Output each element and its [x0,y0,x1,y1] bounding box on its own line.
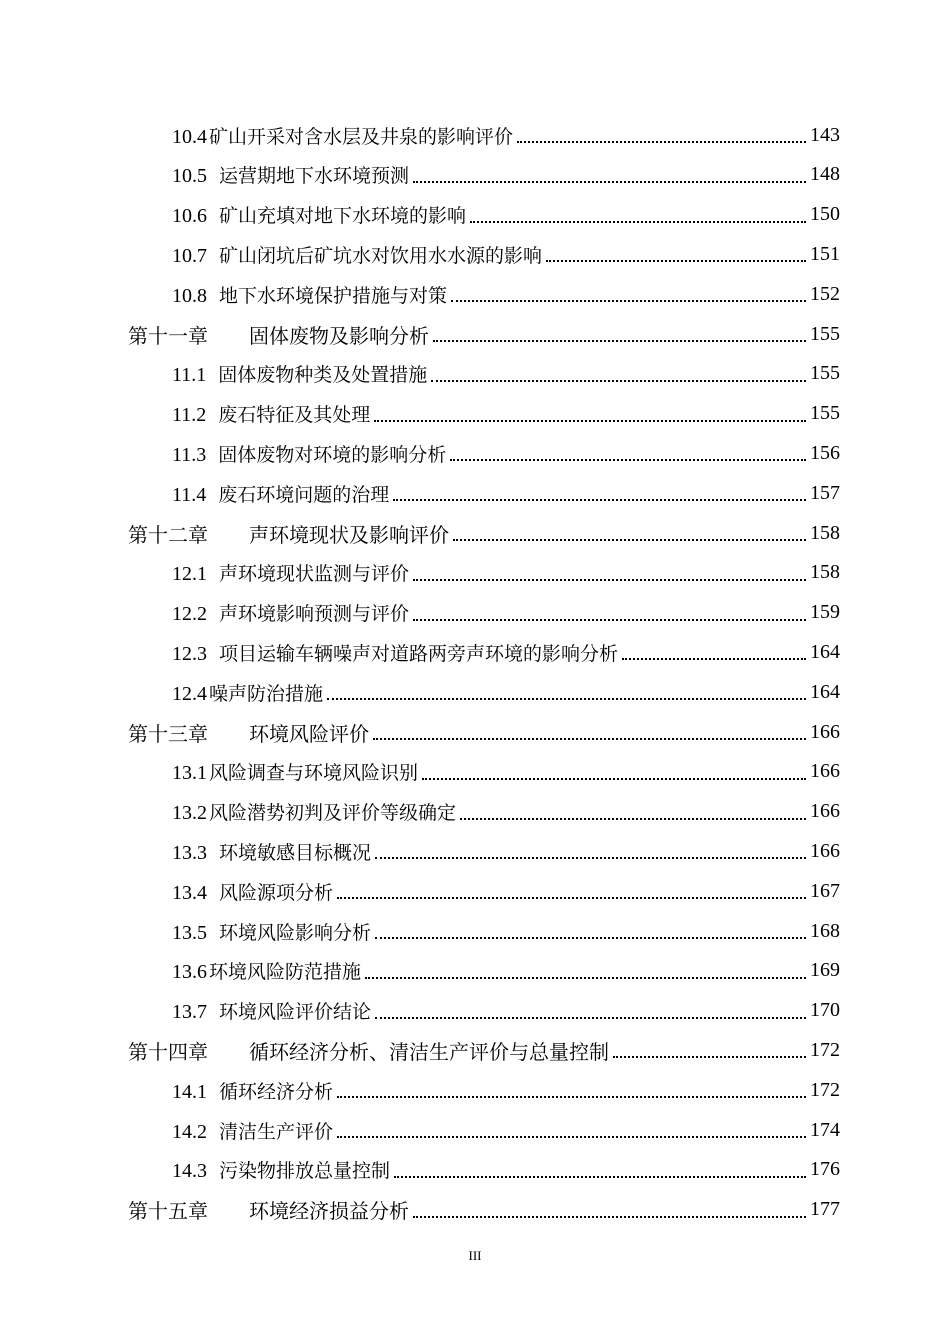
dot-leader [451,300,806,302]
dot-leader [546,260,806,262]
toc-page-number: 177 [810,1198,840,1221]
dot-leader [393,499,806,501]
toc-entry-label: 12.1 声环境现状监测与评价 [172,563,410,586]
dot-leader [413,619,806,621]
toc-page-number: 168 [810,919,840,942]
dot-leader [413,579,806,581]
toc-page-number: 155 [810,322,840,345]
toc-entry-label: 14.1 循环经济分析 [172,1080,334,1103]
toc-entry-label: 10.6 矿山充填对地下水环境的影响 [172,205,467,228]
toc-entry-label: 10.5 运营期地下水环境预测 [172,165,410,188]
dot-leader [394,1176,806,1178]
toc-entry-label: 10.4 矿山开采对含水层及井泉的影响评价 [172,125,514,148]
dot-leader [373,738,806,740]
toc-entry-label: 第十五章 环境经济损益分析 [128,1199,409,1224]
toc-entry-label: 13.5 环境风险影响分析 [172,921,372,944]
toc-page-number: 166 [810,800,840,823]
toc-entry-label: 13.1 风险调查与环境风险识别 [172,762,419,785]
toc-chapter-14[interactable] [128,1030,840,1070]
toc-page-number: 176 [810,1158,840,1181]
toc-chapter-12[interactable] [128,513,840,553]
toc-page-number: 166 [810,760,840,783]
toc-page-number: 155 [810,362,840,385]
toc-entry-14-1[interactable] [172,1070,840,1110]
toc-entry-label: 11.1 固体废物种类及处置措施 [172,364,428,387]
toc-entry-label: 13.2 风险潜势初判及评价等级确定 [172,802,457,825]
dot-leader [365,977,806,979]
toc-entry-label: 10.8 地下水环境保护措施与对策 [172,284,448,307]
toc-entry-12-3[interactable] [172,632,840,672]
dot-leader [453,539,806,541]
toc-entry-label: 10.7 矿山闭坑后矿坑水对饮用水水源的影响 [172,244,543,267]
toc-entry-13-4[interactable] [172,871,840,911]
toc-page-number: 150 [810,203,840,226]
dot-leader [613,1056,806,1058]
dot-leader [327,698,806,700]
toc-page-number: 152 [810,282,840,305]
toc-entry-10-7[interactable] [172,234,840,274]
dot-leader [431,380,806,382]
toc-entry-label: 第十二章 声环境现状及影响评价 [128,522,449,547]
dot-leader [450,459,806,461]
toc-entry-label: 第十三章 环境风险评价 [128,721,369,746]
toc-entry-label: 14.2 清洁生产评价 [172,1120,334,1143]
toc-page-number: 157 [810,481,840,504]
toc-page-number: 155 [810,402,840,425]
toc-page-number: 174 [810,1118,840,1141]
toc-page-number: 159 [810,601,840,624]
dot-leader [422,778,806,780]
toc-entry-13-1[interactable] [172,752,840,792]
toc-page-number: 170 [810,999,840,1022]
toc-entry-11-4[interactable] [172,473,840,513]
toc-page-number: 167 [810,879,840,902]
toc-entry-label: 12.2 声环境影响预测与评价 [172,603,410,626]
toc-page-number: 143 [810,123,840,146]
toc-entry-14-2[interactable] [172,1110,840,1150]
toc-entry-label: 12.3 项目运输车辆噪声对道路两旁声环境的影响分析 [172,642,619,665]
toc-chapter-13[interactable] [128,712,840,752]
toc-entry-10-4[interactable] [172,115,840,155]
toc-page-number: 164 [810,640,840,663]
toc-entry-label: 11.3 固体废物对环境的影响分析 [172,443,447,466]
toc-entry-label: 12.4 噪声防治措施 [172,682,324,705]
dot-leader [375,937,806,939]
toc-entry-13-2[interactable] [172,792,840,832]
dot-leader [413,1216,806,1218]
toc-entry-label: 第十四章 循环经济分析、清洁生产评价与总量控制 [128,1039,609,1064]
toc-page-number: 151 [810,242,840,265]
toc-entry-label: 14.3 污染物排放总量控制 [172,1160,391,1183]
toc-chapter-11[interactable] [128,314,840,354]
toc-entry-label: 11.4 废石环境问题的治理 [172,483,390,506]
dot-leader [433,340,806,342]
toc-entry-12-4[interactable] [172,672,840,712]
toc-entry-label: 13.7 环境风险评价结论 [172,1001,372,1024]
toc-entry-13-5[interactable] [172,911,840,951]
toc-page-number: 148 [810,163,840,186]
dot-leader [460,818,806,820]
toc-page-number: 172 [810,1078,840,1101]
toc-chapter-15[interactable] [128,1190,840,1230]
toc-entry-12-2[interactable] [172,593,840,633]
dot-leader [337,897,806,899]
toc-page-number: 158 [810,521,840,544]
toc-entry-11-1[interactable] [172,354,840,394]
dot-leader [517,141,806,143]
page-footer-number: III [468,1248,482,1263]
dot-leader [375,857,806,859]
dot-leader [413,181,806,183]
toc-entry-label: 13.4 风险源项分析 [172,881,334,904]
toc-entry-label: 11.2 废石特征及其处理 [172,404,371,427]
dot-leader [622,658,806,660]
toc-entry-label: 第十一章 固体废物及影响分析 [128,323,429,348]
dot-leader [374,420,806,422]
toc-entry-12-1[interactable] [172,553,840,593]
toc-page-number: 172 [810,1038,840,1061]
dot-leader [337,1096,806,1098]
toc-entry-13-3[interactable] [172,831,840,871]
toc-entry-10-8[interactable] [172,274,840,314]
toc-entry-10-6[interactable] [172,195,840,235]
toc-page-number: 166 [810,720,840,743]
dot-leader [470,221,806,223]
toc-entry-13-6[interactable] [172,951,840,991]
toc-entry-14-3[interactable] [172,1150,840,1190]
toc-entry-10-5[interactable] [172,155,840,195]
toc-entry-label: 13.6 环境风险防范措施 [172,961,362,984]
toc-entry-11-3[interactable] [172,433,840,473]
toc-entry-13-7[interactable] [172,991,840,1031]
toc-entry-label: 13.3 环境敏感目标概况 [172,841,372,864]
toc-page-number: 166 [810,839,840,862]
toc-page-number: 156 [810,441,840,464]
dot-leader [337,1136,806,1138]
dot-leader [375,1017,806,1019]
toc-page-number: 164 [810,680,840,703]
toc-entry-11-2[interactable] [172,394,840,434]
toc-page-number: 158 [810,561,840,584]
toc-page-number: 169 [810,959,840,982]
